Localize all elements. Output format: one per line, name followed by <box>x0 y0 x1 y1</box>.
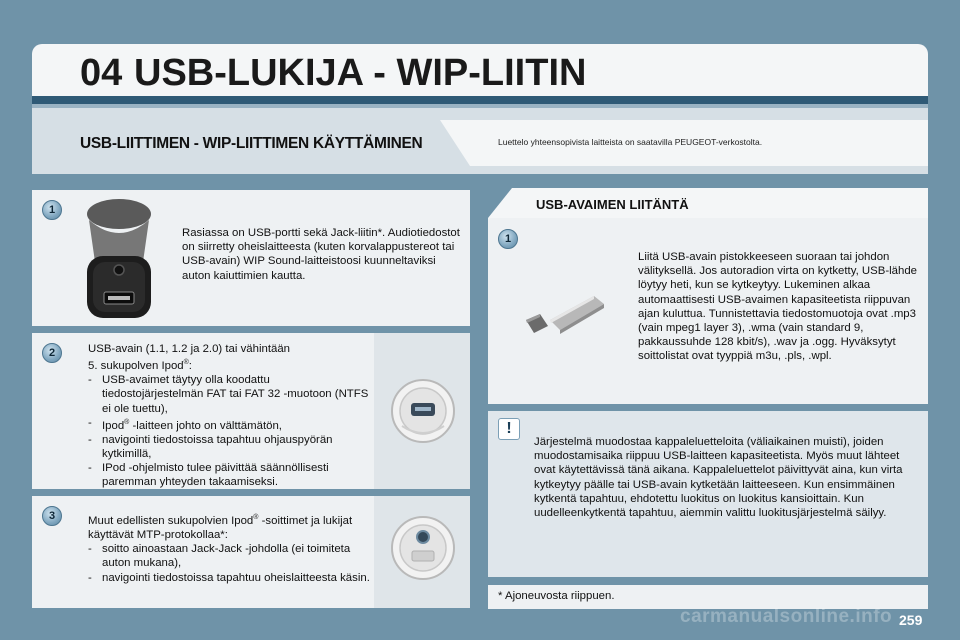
chapter-number: 04 <box>80 52 123 94</box>
warning-text: Järjestelmä muodostaa kappaleluetteloita (väliaikainen muisti), joiden muodostamisaika riippuu USB-laitteen kapasiteetista. Myös muut lähteet ovat käytettävissä tänä aikana. Kappaleluettelot päivittyvät aina, kun virta kytkeytyy päälle tai USB-avain kytketään laitteeseen. Kun ensimmäinen kytkentä tapahtuu, ehdotettu luokitus on luokitus kansioittain. Kun uudelleenkytkentä tapahtuu, aiemmin valittu luokitusjärjestelmä säilyy. <box>534 436 903 520</box>
list-item: - Ipod® -laitteen johto on välttämätön, <box>88 416 282 432</box>
usb-intro-line-1: USB-avain (1.1, 1.2 ja 2.0) tai vähintään <box>88 343 290 355</box>
usb-connection-header-tab <box>488 188 512 218</box>
usb-connection-text: Liitä USB-avain pistokkeeseen suoraan tai johdon välityksellä. Jos autoradion virta on kytketty, USB-lähde löytyy heti, kun se kytkeytyy. Lukeminen alkaa automaattisesti USB-avaimen kapasiteetista riippuvan ajan kuluttua. Tunnistettavia tiedostomuotoja ovat .mp3 (vain mpeg1 layer 3), .wma (vain standard 9, pakkaussuhde 128 kbit/s), .wav ja .ogg. Hyväksytyt soittolistat ovat tyyppiä m3u, .pls, .wpl. <box>638 251 917 363</box>
list-item: - USB-avaimet täytyy olla koodattu tiedostojärjestelmän FAT tai FAT 32 -muotoon (NTFS ei ole tuettu), <box>88 374 369 415</box>
page-title: USB-LUKIJA - WIP-LIITIN <box>134 52 587 94</box>
socket-description-text: Rasiassa on USB-portti sekä Jack-liitin*. Audiotiedostot on siirretty oheislaitteesta (kuten korvalappustereot tai USB-avain) WIP Sound-laitteistoosi kuunneltaviksi auton kaiuttimien kautta. <box>182 227 460 282</box>
list-item: - soitto ainoastaan Jack-Jack -johdolla (ei toimiteta auton mukana), <box>88 543 351 570</box>
section-title: USB-LIITTIMEN - WIP-LIITTIMEN KÄYTTÄMINEN <box>80 135 423 152</box>
usb-connection-title: USB-AVAIMEN LIITÄNTÄ <box>536 197 689 212</box>
watermark: carmanualsonline.info <box>680 606 893 627</box>
step-badge-3: 3 <box>42 506 62 526</box>
warning-icon: ! <box>498 418 520 440</box>
step-badge-2: 2 <box>42 343 62 363</box>
compatibility-note: Luettelo yhteensopivista laitteista on saatavilla PEUGEOT-verkostolta. <box>498 137 763 147</box>
list-item: - IPod -ohjelmisto tulee päivittää säännöllisesti paremman yhteyden takaamiseksi. <box>88 462 329 489</box>
step-badge-r1: 1 <box>498 229 518 249</box>
page-number: 259 <box>899 612 923 628</box>
usb-stick-icon <box>524 290 608 336</box>
usb-jack-socket-image <box>78 194 160 322</box>
mtp-players-text <box>88 511 378 585</box>
step-badge-1: 1 <box>42 200 62 220</box>
usb-intro-line-2: 5. sukupolven Ipod®: <box>88 359 192 372</box>
usb-port-icon <box>388 376 458 446</box>
list-item: - navigointi tiedostoissa tapahtuu ohjauspyörän kytkimillä, <box>88 433 333 461</box>
list-item: - navigointi tiedostoissa tapahtuu oheislaitteesta käsin. <box>88 571 370 584</box>
mtp-intro: Muut edellisten sukupolvien Ipod® -soittimet ja lukijat käyttävät MTP-protokollaa*: <box>88 514 353 541</box>
footnote-text: * Ajoneuvosta riippuen. <box>498 590 615 602</box>
usb-requirements-text <box>88 342 370 490</box>
section-tab <box>440 120 470 166</box>
jack-port-icon <box>388 513 458 583</box>
